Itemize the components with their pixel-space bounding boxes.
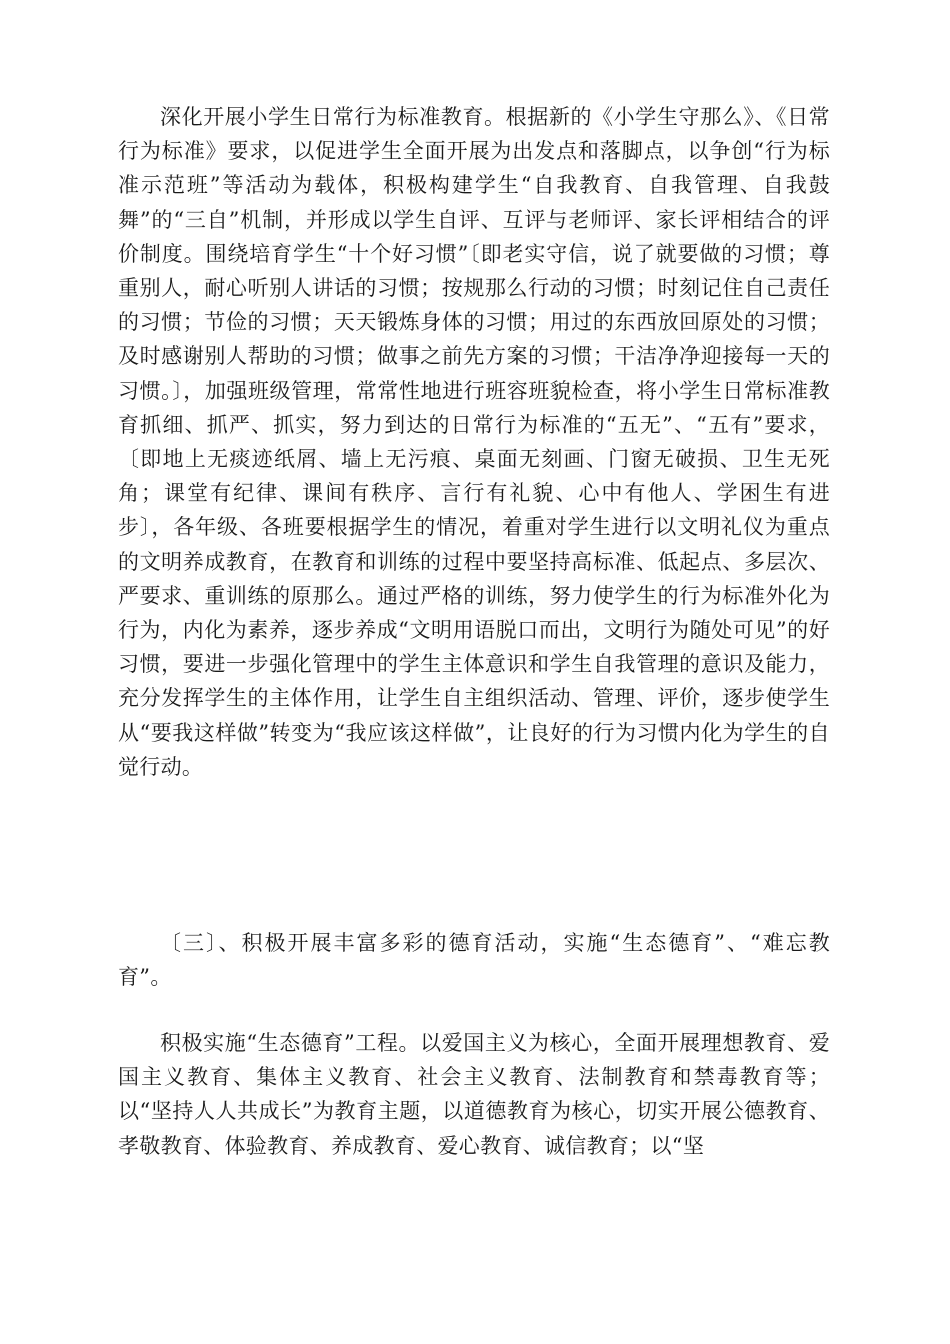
section-heading-moral-activities: 〔三〕、积极开展丰富多彩的德育活动，实施“生态德育”、“难忘教育”。 xyxy=(118,931,830,990)
paragraph-behavior-standards: 深化开展小学生日常行为标准教育。根据新的《小学生守那么》、《日常行为标准》要求，以促进学生全面开展为出发点和落脚点，以争创“行为标准示范班”等活动为载体，积极构建学生“自我教育、自我管理、自我鼓舞”的“三自”机制，并形成以学生自评、互评与老师评、家长评相结合的评价制度。围绕培育学生“十个好习惯”〔即老实守信，说了就要做的习惯；尊重别人，耐心听别人讲话的习惯；按规那么行动的习惯；时刻记住自己责任的习惯；节俭的习惯；天天锻炼身体的习惯；用过的东西放回原处的习惯；及时感谢别人帮助的习惯；做事之前先方案的习惯；干洁净净迎接每一天的习惯。〕，加强班级管理，常常性地进行班容班貌检查，将小学生日常标准教育抓细、抓严、抓实，努力到达的日常行为标准的“五无”、“五有”要求，〔即地上无痰迹纸屑、墙上无污痕、桌面无刻画、门窗无破损、卫生无死角；课堂有纪律、课间有秩序、言行有礼貌、心中有他人、学困生有进步〕，各年级、各班要根据学生的情况，着重对学生进行以文明礼仪为重点的文明养成教育，在教育和训练的过程中要坚持高标准、低起点、多层次、严要求、重训练的原那么。通过严格的训练，努力使学生的行为标准外化为行为，内化为素养，逐步养成“文明用语脱口而出，文明行为随处可见”的好习惯，要进一步强化管理中的学生主体意识和学生自我管理的意识及能力，充分发挥学生的主体作用，让学生自主组织活动、管理、评价，逐步使学生从“要我这样做”转变为“我应该这样做”，让良好的行为习惯内化为学生的自觉行动。 xyxy=(118,105,830,779)
paragraph-ecological-moral-education: 积极实施“生态德育”工程。以爱国主义为核心，全面开展理想教育、爱国主义教育、集体主义教育、社会主义教育、法制教育和禁毒教育等；以“坚持人人共成长”为教育主题，以道德教育为核心，切实开展公德教育、孝敬教育、体验教育、养成教育、爱心教育、诚信教育；以“坚 xyxy=(118,1031,830,1158)
